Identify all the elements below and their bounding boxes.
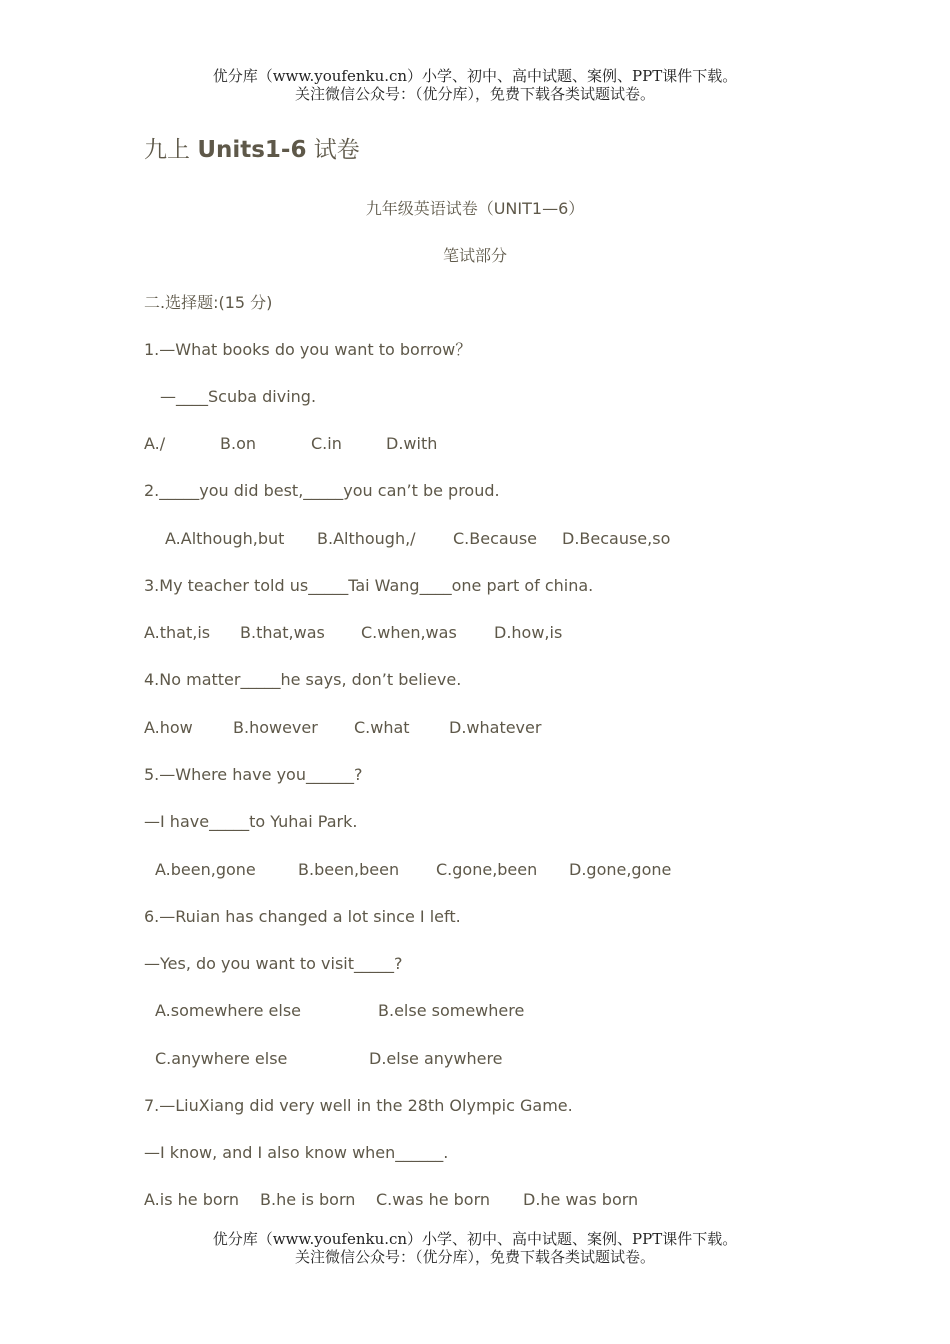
option: A.that,is: [144, 623, 211, 642]
exam-part: 笔试部分: [442, 246, 507, 265]
option: B.on: [220, 434, 256, 453]
question-6-stem: 6.—Ruian has changed a lot since I left.: [144, 907, 461, 926]
option: A.is he born: [144, 1190, 240, 1209]
option: A.how: [144, 718, 193, 737]
option: A.been,gone: [155, 860, 256, 879]
option: D.gone,gone: [569, 860, 672, 879]
option: B.that,was: [240, 623, 325, 642]
option: C.was he born: [376, 1190, 491, 1209]
option: C.in: [311, 434, 342, 453]
option: A.somewhere else: [155, 1001, 301, 1020]
question-3-stem: 3.My teacher told us_____Tai Wang____one part of china.: [144, 576, 594, 595]
option: C.what: [354, 718, 410, 737]
option: B.Although,/: [317, 529, 416, 548]
option: D.he was born: [523, 1190, 639, 1209]
title-bold: Units1-6: [197, 137, 307, 163]
page-footer: [0, 1230, 950, 1266]
title-suffix: 试卷: [313, 137, 360, 163]
question-1-stem: 1.—What books do you want to borrow？: [144, 340, 472, 359]
question-7-answer-line: —I know, and I also know when______.: [144, 1143, 449, 1162]
footer-line-1: 优分库（www.youfenku.cn）小学、初中、高中试题、案例、PPT课件下载。: [212, 1230, 738, 1248]
footer-line-2: 关注微信公众号：（优分库），免费下载各类试题试卷。: [294, 1248, 655, 1266]
option: B.however: [233, 718, 318, 737]
header-line-2: 关注微信公众号：（优分库），免费下载各类试题试卷。: [294, 85, 655, 103]
question-1-answer-line: —____Scuba diving.: [160, 387, 317, 406]
question-6-answer-line: —Yes, do you want to visit_____?: [144, 954, 403, 973]
title-prefix: 九上: [144, 137, 190, 163]
option: C.gone,been: [436, 860, 538, 879]
question-4-stem: 4.No matter_____he says, don’t believe.: [144, 670, 462, 689]
option: B.been,been: [298, 860, 400, 879]
question-5-answer-line: —I have_____to Yuhai Park.: [144, 812, 358, 831]
option: B.he is born: [260, 1190, 356, 1209]
option: A./: [144, 434, 166, 453]
option: D.Because,so: [562, 529, 671, 548]
option: D.with: [386, 434, 438, 453]
question-5-stem: 5.—Where have you______?: [144, 765, 363, 784]
option: D.whatever: [449, 718, 542, 737]
page-header: [0, 67, 950, 103]
option: A.Although,but: [165, 529, 285, 548]
header-line-1: 优分库（www.youfenku.cn）小学、初中、高中试题、案例、PPT课件下载。: [212, 67, 738, 85]
option: C.anywhere else: [155, 1049, 288, 1068]
option: C.Because: [453, 529, 537, 548]
question-7-stem: 7.—LiuXiang did very well in the 28th Olympic Game.: [144, 1096, 573, 1115]
option: D.how,is: [494, 623, 563, 642]
section-heading: 二.选择题:(15 分): [144, 293, 273, 312]
document-title: [144, 136, 360, 164]
option: D.else anywhere: [369, 1049, 503, 1068]
option: B.else somewhere: [378, 1001, 525, 1020]
question-2-stem: 2._____you did best,_____you can’t be proud.: [144, 481, 500, 500]
option: C.when,was: [361, 623, 457, 642]
exam-subtitle: 九年级英语试卷（UNIT1—6）: [365, 199, 585, 218]
